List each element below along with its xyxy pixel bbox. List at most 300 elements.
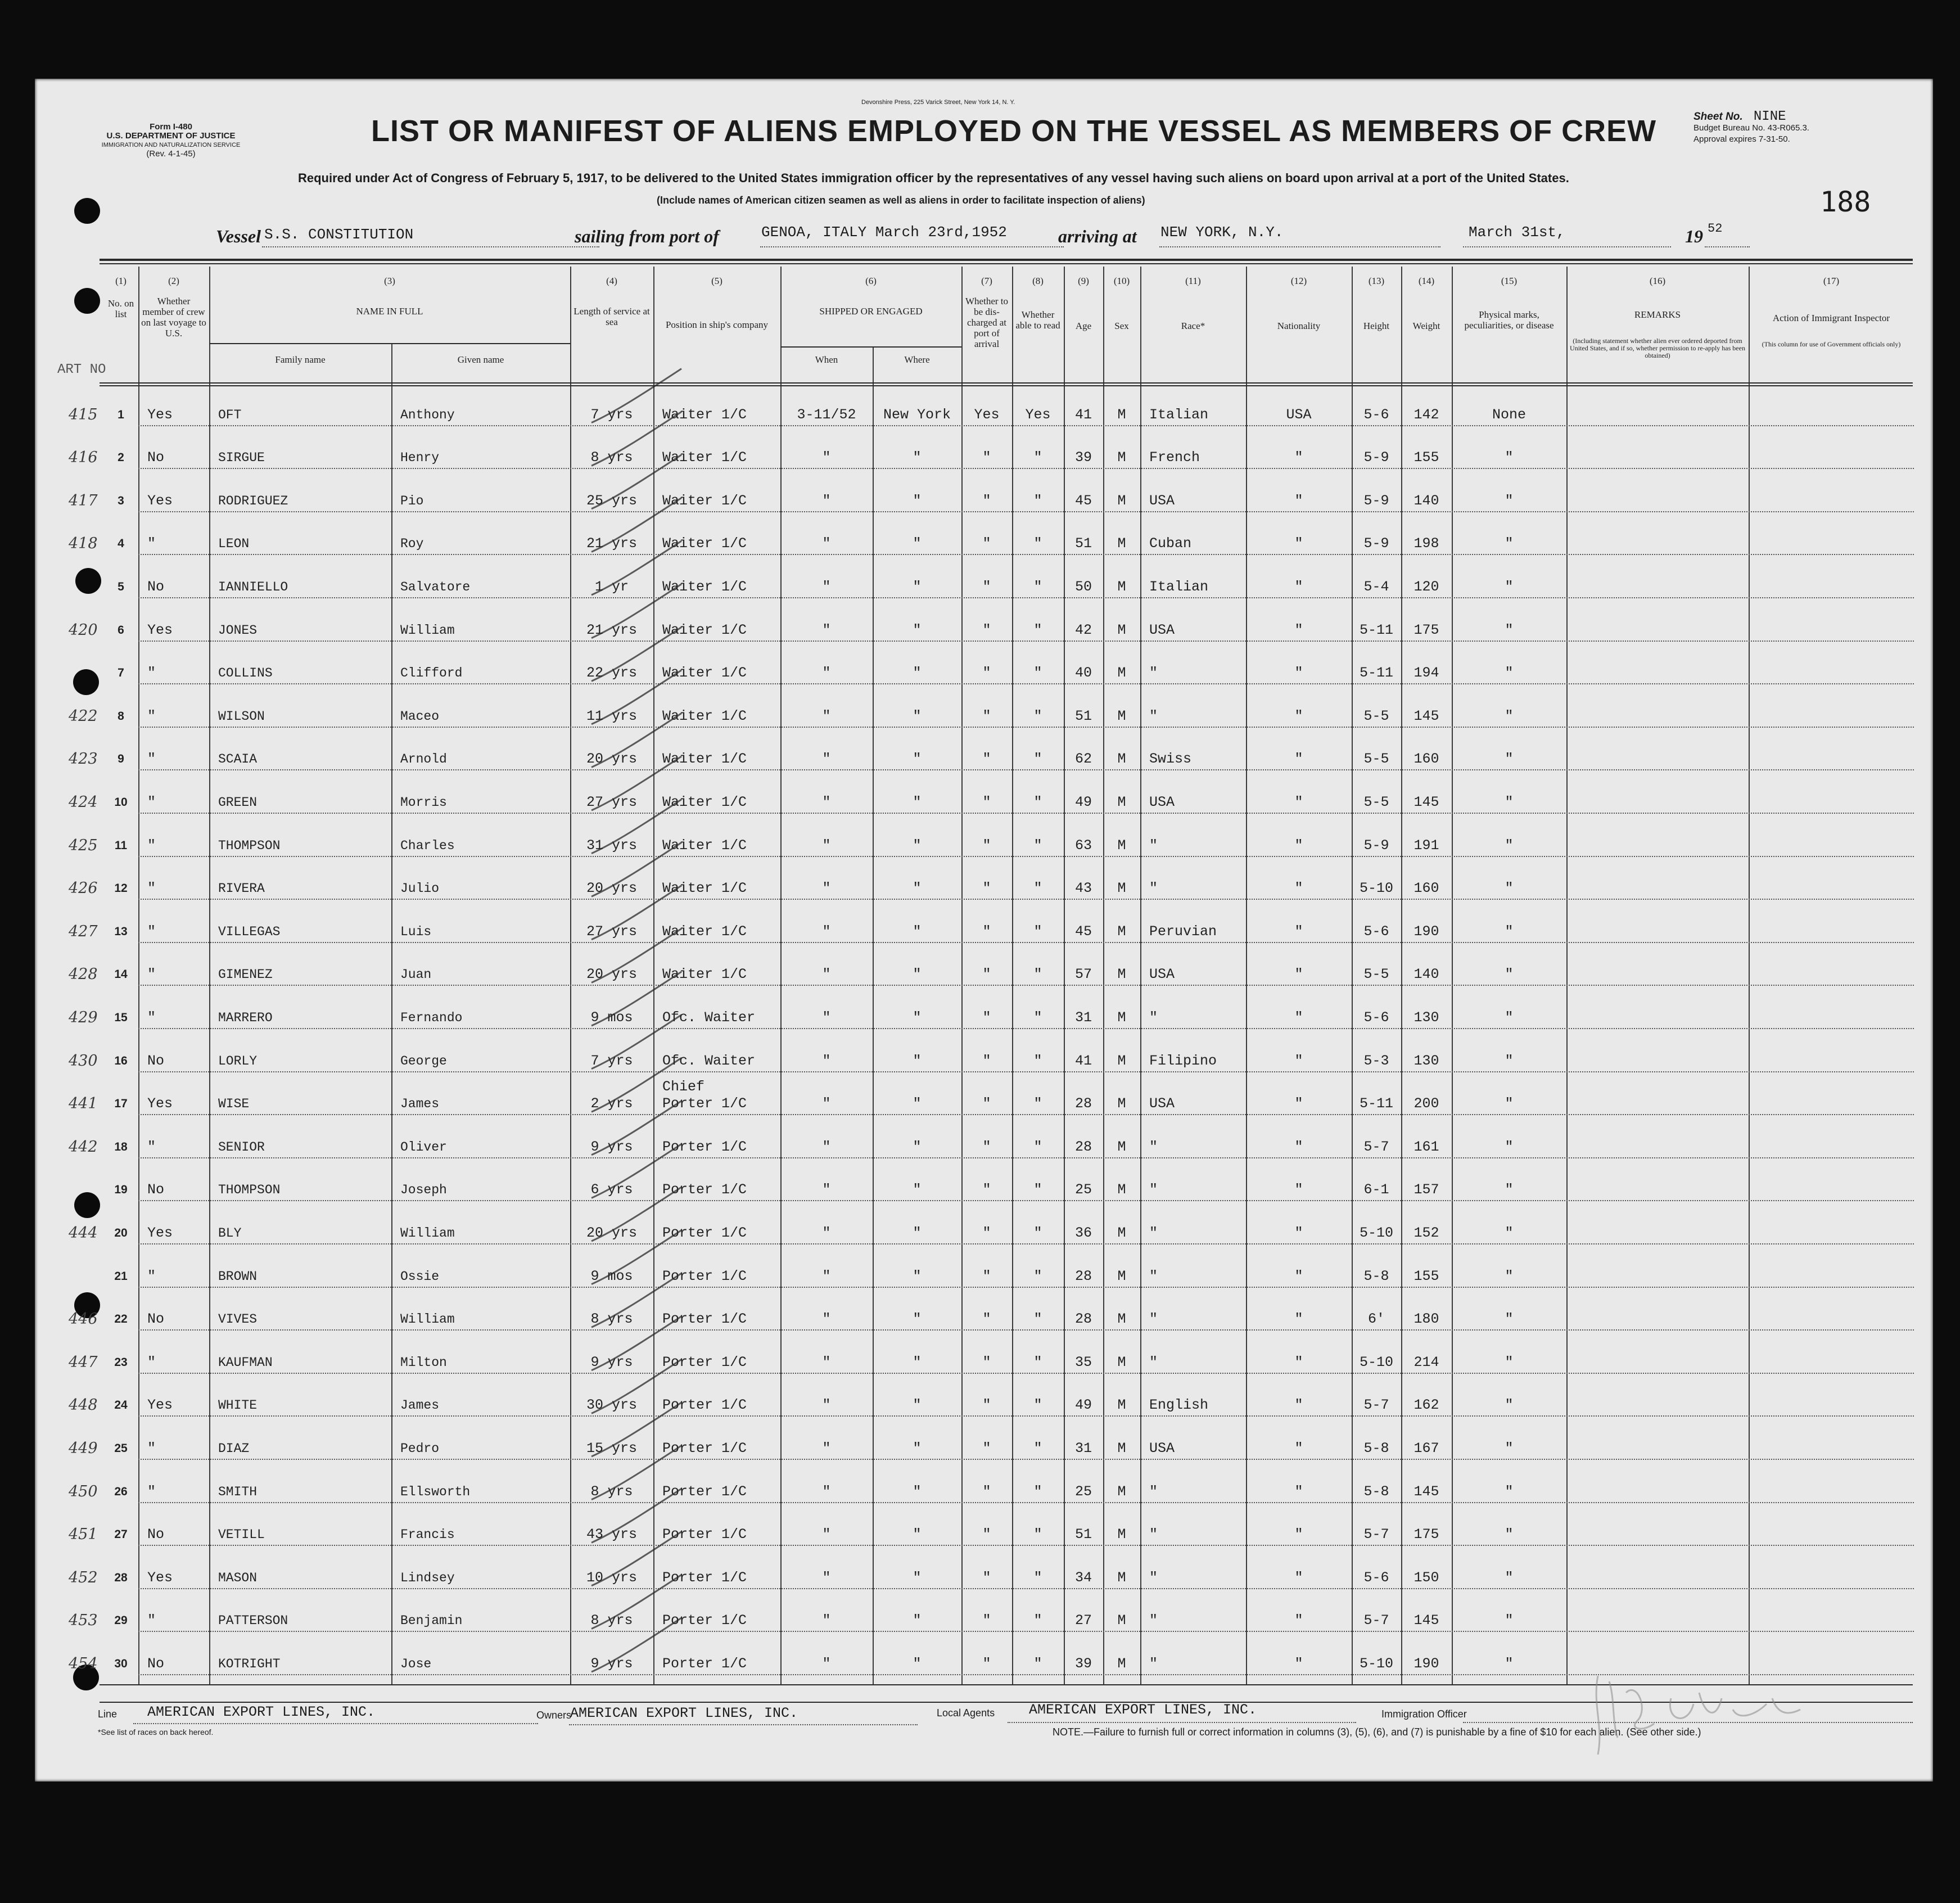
cell-sex: M [1117,1483,1126,1500]
cell-read: " [1033,966,1042,983]
cell-length: 25 yrs [586,492,637,509]
art-number: 423 [69,750,98,768]
cell-when: " [822,707,831,724]
cell-read: " [1033,1138,1042,1155]
cell-last: Yes [147,621,173,638]
row-line [138,727,1914,728]
art-number: 450 [69,1482,98,1500]
cell-no: 8 [118,709,124,723]
cell-weight: 155 [1413,1268,1439,1284]
column-header: Whether able to read [1015,309,1060,331]
arriving-label: arriving at [1058,226,1137,246]
cell-nat: " [1294,1009,1303,1026]
cell-height: 5-10 [1359,1354,1393,1370]
cell-length: 10 yrs [586,1569,637,1586]
cell-sex: M [1117,794,1126,810]
cell-height: 5-6 [1363,923,1389,940]
cell-where: " [913,1569,922,1586]
cell-marks: " [1505,1440,1514,1456]
cell-no: 23 [114,1355,128,1369]
cell-race: " [1149,1009,1158,1026]
cell-no: 10 [114,796,128,809]
cell-position: Waiter 1/C [662,837,747,854]
cell-where: " [913,1656,922,1672]
cell-marks: " [1505,1095,1514,1112]
row-line [138,1329,1914,1331]
cell-weight: 175 [1413,621,1439,638]
cell-no: 24 [114,1399,128,1412]
cell-height: 5-6 [1363,1569,1389,1586]
cell-marks: " [1505,621,1514,638]
cell-race: French [1149,449,1200,466]
cell-race: USA [1149,492,1175,509]
cell-race: Filipino [1149,1052,1217,1069]
cell-where: " [913,880,922,897]
owners-name: AMERICAN EXPORT LINES, INC. [570,1705,798,1721]
cell-where: " [913,707,922,724]
cell-marks: " [1505,665,1514,682]
cell-nat: " [1294,1268,1303,1284]
cell-last: " [147,1483,156,1500]
column-number: (8) [1032,276,1044,286]
column-number: (6) [865,276,877,286]
cell-marks: " [1505,1182,1514,1198]
cell-last: Yes [147,1225,173,1241]
row-line [138,1157,1914,1158]
cell-last: " [147,923,156,940]
cell-marks: " [1505,1526,1514,1543]
cell-when: " [822,1095,831,1112]
cell-length: 2 yrs [590,1095,633,1112]
cell-position: Porter 1/C [662,1569,747,1586]
cell-height: 5-9 [1363,535,1389,552]
row-line [138,813,1914,814]
cell-family: SMITH [218,1484,258,1499]
cell-sex: M [1117,1009,1126,1026]
column-number: (4) [606,276,617,286]
cell-age: 63 [1074,837,1092,854]
cell-marks: " [1505,923,1514,940]
row-line [138,1028,1914,1029]
cell-height: 5-8 [1363,1440,1389,1456]
cell-when: " [822,1182,831,1198]
subcolumn-header: Given name [457,354,504,365]
cell-age: 49 [1074,1397,1092,1414]
cell-given: Jose [400,1657,432,1671]
vessel-name: S.S. CONSTITUTION [264,226,414,243]
column-number: (15) [1501,276,1518,286]
column-number: (17) [1823,276,1840,286]
cell-no: 9 [118,752,124,766]
cell-sex: M [1117,1354,1126,1370]
cell-read: " [1033,923,1042,940]
cell-read: " [1033,535,1042,552]
row-line [138,942,1914,943]
officer-label: Immigration Officer [1381,1708,1467,1720]
row-line [138,1287,1914,1288]
cell-length: 9 yrs [590,1656,633,1672]
cell-disch: " [982,535,991,552]
cell-last: No [147,579,165,595]
column-header: Whether member of crew on last voyage to U.S. [141,296,206,339]
cell-length: 8 yrs [590,1612,633,1629]
cell-height: 5-10 [1359,1656,1393,1672]
column-header: SHIPPED OR ENGAGED [819,306,923,317]
cell-family: VILLEGAS [218,924,281,939]
cell-nat: " [1294,621,1303,638]
arrival-date: March 31st, [1469,224,1565,241]
cell-position: Waiter 1/C [662,794,747,810]
cell-sex: M [1117,880,1126,897]
cell-disch: " [982,1569,991,1586]
cell-where: New York [883,406,951,423]
cell-height: 5-3 [1363,1052,1389,1069]
cell-sex: M [1117,449,1126,466]
cell-no: 12 [114,882,128,895]
cell-given: Benjamin [400,1613,463,1629]
cell-sex: M [1117,1397,1126,1414]
cell-height: 5-9 [1363,837,1389,854]
cell-height: 5-10 [1359,1225,1393,1241]
cell-marks: " [1505,449,1514,466]
cell-height: 5-7 [1363,1612,1389,1629]
cell-weight: 150 [1413,1569,1439,1586]
cell-age: 40 [1074,665,1092,682]
cell-length: 9 yrs [590,1354,633,1370]
cell-disch: " [982,751,991,768]
cell-no: 16 [114,1054,128,1067]
cell-position: Waiter 1/C [662,621,747,638]
cell-nat: " [1294,1526,1303,1543]
column-note: (This column for use of Government officials only) [1762,340,1901,348]
cell-marks: " [1505,1052,1514,1069]
cell-given: Milton [400,1355,447,1370]
art-number: 448 [69,1396,98,1414]
cell-disch: " [982,707,991,724]
cell-when: " [822,492,831,509]
column-header: Action of Immigrant Inspector [1772,313,1890,323]
cell-when: " [822,579,831,595]
column-divider [138,267,139,1684]
cell-family: COLLINS [218,666,273,681]
cell-nat: " [1294,492,1303,509]
cell-disch: " [982,579,991,595]
cell-age: 28 [1074,1138,1092,1155]
column-header: Nationality [1277,321,1321,331]
cell-read: " [1033,1095,1042,1112]
cell-family: WILSON [218,709,265,724]
cell-when: " [822,1397,831,1414]
cell-where: " [913,1483,922,1500]
punch-hole [74,288,100,314]
cell-length: 6 yrs [590,1182,633,1198]
cell-length: 31 yrs [586,837,637,854]
cell-sex: M [1117,1138,1126,1155]
cell-where: " [913,1354,922,1370]
column-header: NAME IN FULL [356,306,423,317]
column-number: (5) [711,276,722,286]
column-header: Weight [1412,321,1440,331]
column-header: Position in ship's company [665,319,769,330]
cell-when: " [822,449,831,466]
cell-disch: Yes [974,406,1000,423]
subtitle: Required under Act of Congress of February 5, 1917, to be delivered to the United States immigration officer by the representatives of any vessel having such aliens on board upon arrival at a port of the United States. [298,171,1569,185]
cell-marks: " [1505,1354,1514,1370]
cell-read: " [1033,1440,1042,1456]
cell-weight: 198 [1413,535,1439,552]
cell-given: Ellsworth [400,1484,471,1499]
cell-marks: " [1505,535,1514,552]
arriving-port: NEW YORK, N.Y. [1160,224,1284,241]
cell-last: " [147,665,156,682]
column-number: (7) [981,276,992,286]
column-number: (11) [1185,276,1201,286]
cell-length: 7 yrs [590,1052,633,1069]
cell-disch: " [982,1182,991,1198]
cell-no: 22 [114,1313,128,1326]
cell-height: 5-9 [1363,492,1389,509]
cell-nat: " [1294,1656,1303,1672]
cell-position: Waiter 1/C [662,406,747,423]
cell-family: SCAIA [218,752,258,767]
art-number: 449 [69,1440,98,1457]
cell-family: SENIOR [218,1139,265,1155]
cell-where: " [913,621,922,638]
cell-no: 1 [118,408,124,421]
cell-position: Ofc. Waiter [662,1009,756,1026]
cell-when: " [822,923,831,940]
cell-where: " [913,535,922,552]
cell-weight: 130 [1413,1009,1439,1026]
cell-when: " [822,1311,831,1328]
cell-nat: " [1294,751,1303,768]
cell-last: No [147,449,165,466]
art-number: 444 [69,1224,98,1242]
department: U.S. DEPARTMENT OF JUSTICE [106,131,236,141]
cell-marks: " [1505,794,1514,810]
cell-height: 5-11 [1359,621,1393,638]
cell-race: " [1149,1656,1158,1672]
budget-bureau: Budget Bureau No. 43-R065.3. [1693,123,1809,133]
cell-age: 36 [1074,1225,1092,1241]
cell-age: 25 [1074,1483,1092,1500]
cell-last: " [147,1612,156,1629]
cell-where: " [913,1440,922,1456]
row-line [138,511,1914,512]
cell-last: Yes [147,1569,173,1586]
art-number: 429 [69,1009,98,1026]
punch-hole [74,1192,100,1218]
column-divider [1749,267,1750,1684]
cell-read: " [1033,1483,1042,1500]
cell-disch: " [982,1440,991,1456]
cell-nat: " [1294,837,1303,854]
cell-length: 8 yrs [590,1483,633,1500]
cell-length: 9 mos [590,1268,633,1284]
cell-disch: " [982,794,991,810]
cell-position: Porter 1/C [662,1095,747,1112]
cell-marks: " [1505,1138,1514,1155]
cell-sex: M [1117,1225,1126,1241]
cell-weight: 140 [1413,492,1439,509]
cell-race: " [1149,1483,1158,1500]
cell-where: " [913,579,922,595]
cell-race: " [1149,665,1158,682]
cell-family: VETILL [218,1527,265,1543]
row-line [138,1588,1914,1589]
cell-family: WISE [218,1097,250,1112]
cell-last: Yes [147,492,173,509]
cell-race: Peruvian [1149,923,1217,940]
cell-last: Yes [147,406,173,423]
art-number: 426 [69,880,98,898]
cell-weight: 167 [1413,1440,1439,1456]
cell-nat: " [1294,1095,1303,1112]
cell-sex: M [1117,923,1126,940]
cell-when: " [822,837,831,854]
cell-where: " [913,794,922,810]
row-line [138,1200,1914,1201]
agents-label: Local Agents [937,1707,995,1719]
cell-given: Salvatore [400,580,471,594]
cell-sex: M [1117,1440,1126,1456]
art-number: 416 [69,449,98,467]
cell-nat: " [1294,1225,1303,1241]
cell-age: 62 [1074,751,1092,768]
cell-no: 5 [118,580,124,593]
cell-last: Yes [147,1095,173,1112]
art-number: 453 [69,1612,98,1630]
cell-length: 20 yrs [586,751,637,768]
cell-where: " [913,1612,922,1629]
cell-age: 25 [1074,1182,1092,1198]
column-number: (14) [1418,276,1435,286]
cell-nat: " [1294,1483,1303,1500]
cell-where: " [913,665,922,682]
cell-given: Pio [400,493,424,508]
cell-last: " [147,1268,156,1284]
cell-position: Porter 1/C [662,1440,747,1456]
cell-position: Waiter 1/C [662,579,747,595]
cell-position: Porter 1/C [662,1483,747,1500]
cell-disch: " [982,1397,991,1414]
punch-hole [75,568,101,594]
fine-note: NOTE.—Failure to furnish full or correct information in columns (3), (5), (6), and (7) is punishable by a fine of $10 for each alien. (See other side.) [1053,1726,1701,1738]
column-divider [1566,267,1568,1684]
cell-length: 9 yrs [590,1138,633,1155]
column-number: (3) [384,276,395,286]
cell-age: 50 [1074,579,1092,595]
cell-disch: " [982,1268,991,1284]
cell-race: " [1149,1354,1158,1370]
cell-disch: " [982,665,991,682]
agents-name: AMERICAN EXPORT LINES, INC. [1029,1702,1257,1718]
column-number: (12) [1290,276,1307,286]
cell-marks: " [1505,880,1514,897]
cell-no: 21 [114,1269,128,1283]
cell-weight: 157 [1413,1182,1439,1198]
cell-marks: " [1505,1612,1514,1629]
cell-length: 27 yrs [586,794,637,810]
cell-race: " [1149,1182,1158,1198]
cell-no: 18 [114,1140,128,1153]
cell-weight: 191 [1413,837,1439,854]
punch-hole [73,669,99,695]
cell-given: Joseph [400,1183,447,1198]
service: IMMIGRATION AND NATURALIZATION SERVICE [101,142,241,148]
column-divider [391,343,392,1684]
cell-marks: " [1505,966,1514,983]
cell-given: Oliver [400,1139,447,1155]
cell-height: 5-8 [1363,1268,1389,1284]
cell-nat: " [1294,1052,1303,1069]
cell-race: Italian [1149,579,1209,595]
cell-position: Waiter 1/C [662,966,747,983]
cell-race: " [1149,1569,1158,1586]
cell-sex: M [1117,1311,1126,1328]
column-header: Length of service at sea [573,306,650,327]
cell-sex: M [1117,665,1126,682]
cell-where: " [913,1182,922,1198]
cell-height: 5-7 [1363,1138,1389,1155]
cell-family: JONES [218,623,258,638]
cell-given: Roy [400,536,424,552]
row-line [138,1415,1914,1417]
cell-disch: " [982,492,991,509]
cell-last: " [147,1354,156,1370]
cell-when: " [822,1612,831,1629]
punch-hole [74,198,100,224]
cell-position: Ofc. Waiter [662,1052,756,1069]
line-label: Line [98,1708,118,1720]
cell-length: 22 yrs [586,665,637,682]
cell-read: " [1033,1052,1042,1069]
cell-position: Waiter 1/C [662,707,747,724]
approval-expiry: Approval expires 7-31-50. [1693,134,1790,144]
cell-disch: " [982,621,991,638]
art-number: 422 [69,707,98,725]
cell-nat: " [1294,966,1303,983]
row-line [138,899,1914,900]
cell-height: 5-11 [1359,1095,1393,1112]
officer-signature [1575,1659,1812,1771]
cell-marks: " [1505,1397,1514,1414]
cell-family: RODRIGUEZ [218,493,288,508]
column-header: Sex [1114,321,1129,331]
cell-length: 7 yrs [590,406,633,423]
cell-weight: 130 [1413,1052,1439,1069]
cell-height: 6-1 [1363,1182,1389,1198]
cell-no: 14 [114,968,128,981]
cell-family: DIAZ [218,1441,250,1456]
row-line [138,1114,1914,1115]
cell-height: 5-6 [1363,406,1389,423]
cell-position: Porter 1/C [662,1182,747,1198]
cell-given: James [400,1398,440,1413]
cell-given: Morris [400,795,447,810]
cell-where: " [913,1397,922,1414]
art-number: 420 [69,621,98,639]
cell-nat: " [1294,707,1303,724]
cell-position: Porter 1/C [662,1311,747,1328]
cell-no: 6 [118,623,124,637]
cell-nat: " [1294,665,1303,682]
cell-height: 5-5 [1363,966,1389,983]
cell-no: 28 [114,1571,128,1584]
cell-length: 20 yrs [586,880,637,897]
cell-age: 49 [1074,794,1092,810]
year-suffix: 52 [1708,222,1723,236]
